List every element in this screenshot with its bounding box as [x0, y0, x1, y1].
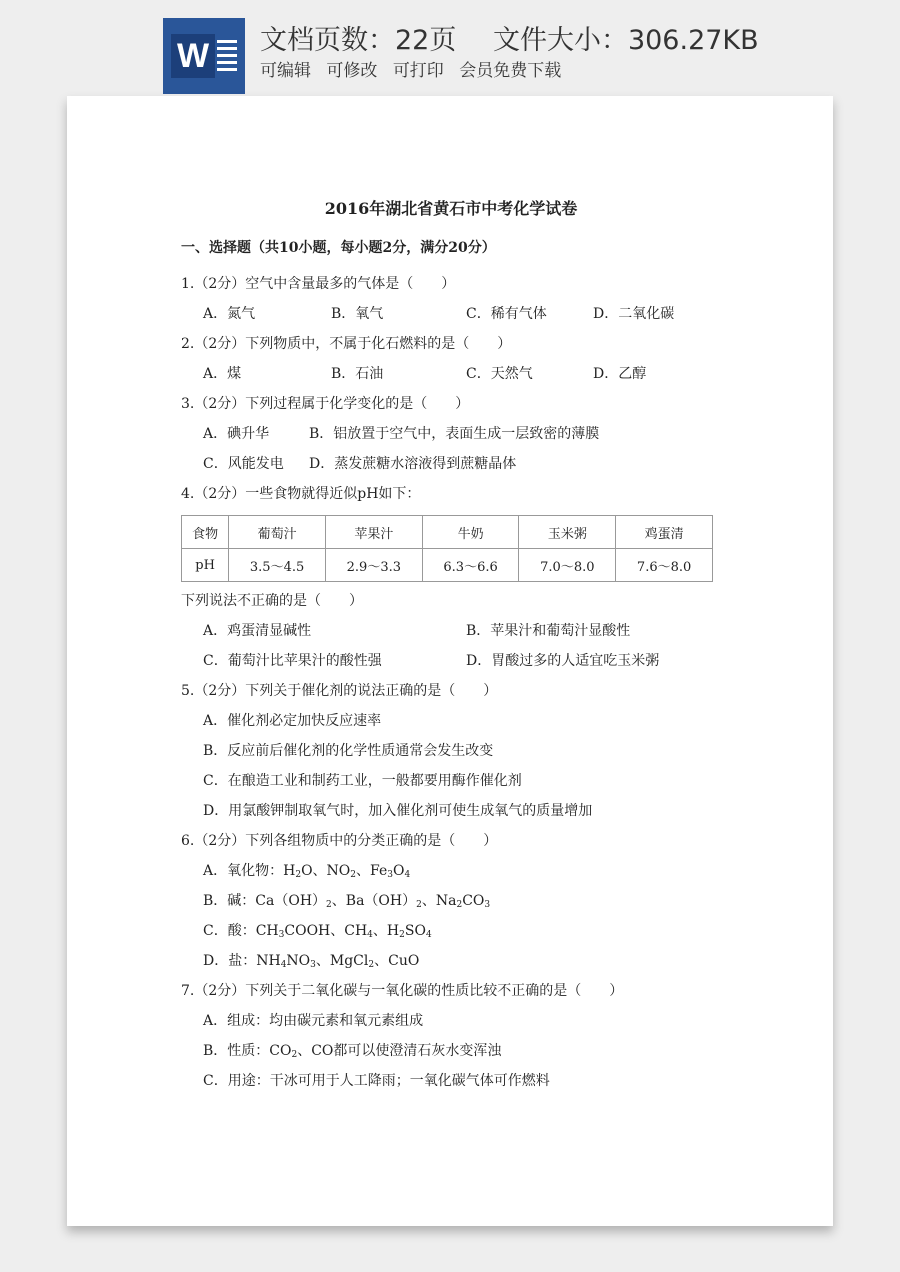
question-2: 2.（2分）下列物质中，不属于化石燃料的是（ ） — [181, 336, 512, 352]
question-5: 5.（2分）下列关于催化剂的说法正确的是（ ） — [181, 683, 498, 699]
page-title: 2016年湖北省黄石市中考化学试卷 — [324, 199, 578, 218]
table-cell: 鸡蛋清 — [616, 516, 713, 549]
option-a: A．氧化物：$H_2O$、$NO_2$、$Fe_3O_4$ — [203, 863, 411, 880]
option-d: D．盐：$NH_4NO_3$、MgCl$_2$、CuO — [203, 953, 420, 970]
question-1: 1.（2分）空气中含量最多的气体是（ ） — [181, 276, 456, 292]
option-c: C．酸：$CH_3COOH$、$CH_4$、$H_2SO_4$ — [203, 923, 432, 940]
option-a: A．碘升华 — [203, 426, 270, 442]
table-cell: 6.3～6.6 — [422, 549, 519, 582]
word-doc-icon: W — [163, 18, 245, 94]
option-c: C．风能发电 — [203, 456, 284, 472]
table-row — [182, 549, 713, 582]
table-cell: 葡萄汁 — [229, 516, 326, 549]
table-cell: 7.6～8.0 — [616, 549, 713, 582]
table-cell: 牛奶 — [422, 516, 519, 549]
question-4: 4.（2分）一些食物就得近似pH如下： — [181, 486, 421, 502]
table-cell: 3.5～4.5 — [229, 549, 326, 582]
file-info — [260, 18, 787, 57]
option-d: D．蒸发蔗糖水溶液得到蔗糖晶体 — [309, 456, 517, 472]
table-cell: pH — [182, 549, 229, 582]
option-d: D．乙醇 — [593, 366, 647, 382]
question-3-options-cd — [181, 449, 721, 479]
feature-free-download: 会员免费下载 — [459, 61, 562, 81]
question-2-options — [181, 359, 721, 389]
feature-list — [260, 56, 571, 81]
option-b: B．碱：$Ca(OH)_2$、$Ba(OH)_2$、$Na_2CO_3$ — [203, 893, 491, 910]
option-c: C．稀有气体 — [466, 306, 547, 322]
feature-printable: 可打印 — [392, 61, 444, 81]
question-4-options-cd — [181, 646, 721, 676]
option-a: A．组成：均由碳元素和氧元素组成 — [203, 1013, 424, 1029]
option-a: A．鸡蛋清显碱性 — [203, 623, 312, 639]
question-4-options-ab — [181, 616, 721, 646]
question-3-options-ab — [181, 419, 721, 449]
table-cell: 7.0～8.0 — [519, 549, 616, 582]
question-6: 6.（2分）下列各组物质中的分类正确的是（ ） — [181, 833, 498, 849]
question-7: 7.（2分）下列关于二氧化碳与一氧化碳的性质比较不正确的是（ ） — [181, 983, 624, 999]
file-size: 文件大小：306.27KB — [492, 25, 759, 56]
option-c: C．用途：干冰可用于人工降雨；一氧化碳气体可作燃料 — [203, 1073, 550, 1089]
option-c: C．在酿造工业和制药工业，一般都要用酶作催化剂 — [203, 773, 522, 789]
ph-table — [181, 515, 713, 582]
download-header — [0, 0, 900, 98]
option-a: A．氮气 — [203, 306, 256, 322]
option-b: B．石油 — [331, 366, 384, 382]
page-count: 文档页数：22页 — [260, 25, 457, 56]
table-cell: 2.9～3.3 — [325, 549, 422, 582]
feature-editable: 可编辑 — [260, 61, 311, 81]
question-3: 3.（2分）下列过程属于化学变化的是（ ） — [181, 396, 470, 412]
option-d: D．用氯酸钾制取氧气时，加入催化剂可使生成氧气的质量增加 — [203, 803, 593, 819]
option-b: B．苹果汁和葡萄汁显酸性 — [466, 623, 631, 639]
option-d: D．胃酸过多的人适宜吃玉米粥 — [466, 653, 660, 669]
question-4-ask: 下列说法不正确的是（ ） — [181, 593, 363, 609]
table-cell: 玉米粥 — [519, 516, 616, 549]
table-cell: 苹果汁 — [325, 516, 422, 549]
feature-modifiable: 可修改 — [326, 61, 378, 81]
option-d: D．二氧化碳 — [593, 306, 675, 322]
option-a: A．催化剂必定加快反应速率 — [203, 713, 382, 729]
table-cell: 食物 — [182, 516, 229, 549]
option-b: B．性质：$CO_2$、CO都可以使澄清石灰水变浑浊 — [203, 1043, 502, 1060]
option-c: C．葡萄汁比苹果汁的酸性强 — [203, 653, 382, 669]
question-1-options — [181, 299, 721, 329]
table-row — [182, 516, 713, 549]
option-c: C．天然气 — [466, 366, 533, 382]
section-heading: 一、选择题（共10小题，每小题2分，满分20分） — [181, 240, 496, 256]
option-a: A．煤 — [203, 366, 242, 382]
document-page — [67, 96, 833, 1226]
option-b: B．氧气 — [331, 306, 384, 322]
option-b: B．铝放置于空气中，表面生成一层致密的薄膜 — [309, 426, 600, 442]
option-b: B．反应前后催化剂的化学性质通常会发生改变 — [203, 743, 494, 759]
